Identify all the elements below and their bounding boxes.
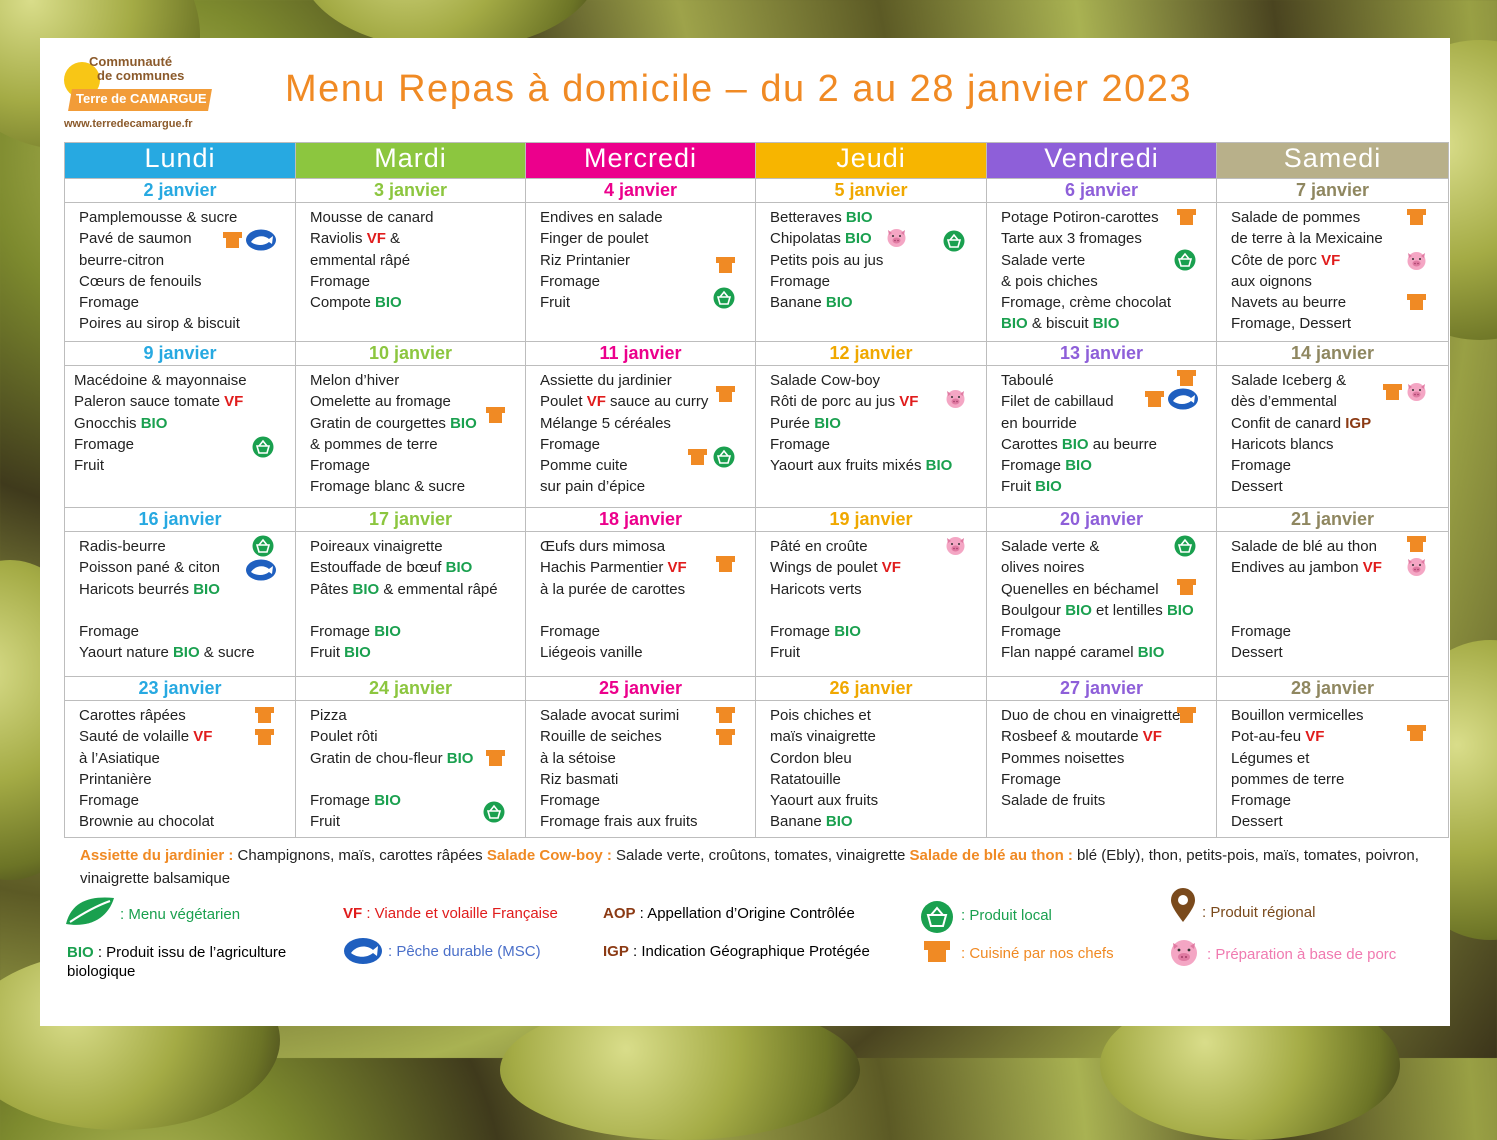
chef-icon <box>485 406 506 424</box>
logo-line-3: Terre de CAMARGUE <box>76 91 207 106</box>
menu-item: Fromage blanc & sucre <box>310 478 466 496</box>
menu-item: Carottes BIO au beurre <box>1001 435 1157 453</box>
menu-item: Haricots verts <box>770 580 862 598</box>
menu-item: Finger de poulet <box>540 230 649 248</box>
menu-item: Fruit <box>770 644 800 662</box>
menu-item <box>1231 600 1442 621</box>
menu-sheet <box>40 38 1450 1026</box>
chef-icon <box>1406 724 1427 742</box>
menu-item: Navets au beurre <box>1231 294 1347 312</box>
menu-item: Yaourt aux fruits mixés BIO <box>770 457 953 475</box>
menu-item: Rôti de porc au jus VF <box>770 393 919 411</box>
menu-item: Fruit <box>310 813 340 831</box>
day-header-jeudi: Jeudi <box>756 143 987 179</box>
menu-item: Pomme cuite <box>540 457 628 475</box>
menu-item: Fromage BIO <box>1001 457 1092 475</box>
menu-item: Pommes noisettes <box>1001 749 1125 767</box>
menu-item: Riz Printanier <box>540 251 631 269</box>
menu-item: Salade de pommes <box>1231 209 1361 226</box>
menu-item: Poulet VF sauce au curry <box>540 393 709 411</box>
legend-porc: : Préparation à base de porc <box>1207 946 1397 963</box>
menu-item: Flan nappé caramel BIO <box>1001 644 1165 662</box>
menu-item: Dessert <box>1231 813 1283 831</box>
note-text: Champignons, maïs, carottes râpées <box>233 847 487 864</box>
menu-item: Fromage BIO <box>310 623 401 641</box>
menu-item: Fromage, crème chocolat <box>1001 294 1172 312</box>
date-label: 18 janvier <box>526 508 756 532</box>
day-header-mercredi: Mercredi <box>526 143 756 179</box>
date-label: 25 janvier <box>526 677 756 701</box>
date-label: 13 janvier <box>987 342 1217 366</box>
menu-cell <box>756 203 986 341</box>
menu-cell <box>526 701 755 837</box>
menu-cell <box>65 203 295 341</box>
menu-item: pommes de terre <box>1231 770 1345 788</box>
menu-item <box>770 600 980 621</box>
menu-cell <box>1217 532 1448 676</box>
menu-item: Salade Iceberg & <box>1231 372 1347 389</box>
day-header-samedi: Samedi <box>1217 143 1449 179</box>
chef-icon <box>715 706 736 724</box>
menu-cell <box>65 701 295 837</box>
menu-item: Gratin de chou-fleur BIO <box>310 749 474 767</box>
pig-icon <box>1168 937 1200 967</box>
menu-item: & pois chiches <box>1001 272 1098 290</box>
menu-item: Bouillon vermicelles <box>1231 707 1364 724</box>
menu-item: Dessert <box>1231 644 1283 662</box>
menu-item: Fromage <box>79 792 140 810</box>
note-text: Salade verte, croûtons, tomates, vinaigrette <box>611 847 910 864</box>
menu-table <box>64 142 1449 838</box>
menu-item: Assiette du jardinier <box>540 372 672 389</box>
menu-item: Sauté de volaille VF <box>79 728 213 746</box>
menu-item: Gratin de courgettes BIO <box>310 414 477 432</box>
basket-icon <box>483 801 505 823</box>
date-label: 21 janvier <box>1217 508 1449 532</box>
website-link[interactable]: www.terredecamargue.fr <box>64 118 193 130</box>
menu-item: Fruit <box>540 294 570 312</box>
menu-item: Yaourt nature BIO & sucre <box>79 644 255 662</box>
menu-item: Fromage <box>310 457 371 475</box>
date-label: 3 janvier <box>296 179 526 203</box>
menu-item: Endives au jambon VF <box>1231 559 1382 577</box>
note-label: Salade Cow-boy : <box>486 847 612 864</box>
menu-item: Salade verte & <box>1001 538 1100 555</box>
menu-item: Fromage <box>79 294 140 312</box>
menu-cell <box>296 366 525 507</box>
menu-item: Fromage <box>79 623 140 641</box>
chef-icon <box>254 728 275 746</box>
menu-cell <box>756 532 986 676</box>
menu-item: Omelette au fromage <box>310 393 451 411</box>
menu-item: Duo de chou en vinaigrette <box>1001 707 1181 724</box>
date-label: 23 janvier <box>65 677 296 701</box>
date-label: 27 janvier <box>987 677 1217 701</box>
menu-item: Fruit BIO <box>310 644 371 662</box>
basket-icon <box>1174 249 1196 271</box>
menu-item: Macédoine & mayonnaise <box>74 372 247 389</box>
menu-item: Liégeois vanille <box>540 644 643 662</box>
chef-icon <box>1176 706 1197 724</box>
legend-chef: : Cuisiné par nos chefs <box>961 945 1114 962</box>
menu-cell <box>526 203 755 341</box>
menu-item: Fromage <box>540 792 601 810</box>
menu-item: emmental râpé <box>310 251 411 269</box>
menu-item: BIO & biscuit BIO <box>1001 315 1120 333</box>
menu-item: aux oignons <box>1231 272 1312 290</box>
legend-igp: IGP : Indication Géographique Protégée <box>603 943 870 960</box>
menu-item: Wings de poulet VF <box>770 559 901 577</box>
menu-item: de terre à la Mexicaine <box>1231 230 1383 248</box>
menu-item: Cordon bleu <box>770 749 852 767</box>
menu-item: Printanière <box>79 770 152 788</box>
note-label: Salade de blé au thon : <box>909 847 1073 864</box>
menu-item: Fromage BIO <box>770 623 861 641</box>
menu-item: Fromage BIO <box>310 792 401 810</box>
day-header-mardi: Mardi <box>296 143 526 179</box>
menu-cell <box>987 203 1216 341</box>
menu-item: Salade Cow-boy <box>770 372 881 389</box>
menu-item: Côte de porc VF <box>1231 251 1341 269</box>
chef-icon <box>715 256 736 274</box>
menu-cell <box>526 532 755 676</box>
chef-icon <box>1176 208 1197 226</box>
menu-cell <box>987 532 1216 676</box>
menu-item: Fromage <box>1231 623 1292 641</box>
menu-item: Estouffade de bœuf BIO <box>310 559 473 577</box>
pig-icon <box>945 388 966 409</box>
menu-item: Poires au sirop & biscuit <box>79 315 240 333</box>
menu-item <box>1231 579 1442 600</box>
menu-item: Salade avocat surimi <box>540 707 680 724</box>
menu-item <box>310 769 519 790</box>
menu-item: Rosbeef & moutarde VF <box>1001 728 1162 746</box>
menu-item: Mélange 5 céréales <box>540 414 671 432</box>
date-label: 26 janvier <box>756 677 987 701</box>
menu-cell <box>1217 366 1448 507</box>
date-label: 24 janvier <box>296 677 526 701</box>
basket-icon <box>252 436 274 458</box>
menu-item: Fromage <box>540 435 601 453</box>
pig-icon <box>1406 381 1427 402</box>
menu-cell <box>296 701 525 837</box>
menu-item: Poulet rôti <box>310 728 378 746</box>
menu-item: Compote BIO <box>310 294 402 312</box>
menu-item: Potage Potiron-carottes <box>1001 209 1159 226</box>
menu-cell <box>1217 203 1448 341</box>
date-label: 20 janvier <box>987 508 1217 532</box>
chef-icon <box>222 231 243 249</box>
menu-item: Fromage <box>1001 770 1062 788</box>
date-label: 4 janvier <box>526 179 756 203</box>
legend-regional: : Produit régional <box>1202 904 1316 921</box>
menu-item: Salade verte <box>1001 251 1086 269</box>
chef-icon <box>1382 383 1403 401</box>
chef-icon <box>687 448 708 466</box>
date-label: 17 janvier <box>296 508 526 532</box>
menu-item: à l’Asiatique <box>79 749 160 767</box>
location-pin-icon <box>1168 888 1198 924</box>
legend-vegetarian: : Menu végétarien <box>120 906 241 923</box>
legend-aop: AOP : Appellation d’Origine Contrôlée <box>603 905 855 922</box>
menu-item: Haricots blancs <box>1231 435 1334 453</box>
menu-item: Fromage <box>1231 457 1292 475</box>
day-header-vendredi: Vendredi <box>987 143 1217 179</box>
msc-fish-icon <box>245 559 277 581</box>
menu-item: Quenelles en béchamel <box>1001 580 1159 598</box>
menu-item: à la purée de carottes <box>540 580 686 598</box>
menu-item: Raviolis VF & <box>310 230 401 248</box>
menu-cell <box>756 366 986 507</box>
logo-line-1: Communauté <box>89 54 173 69</box>
basket-icon <box>713 446 735 468</box>
menu-item: Pamplemousse & sucre <box>79 209 238 226</box>
basket-icon <box>1174 535 1196 557</box>
legend-bio: BIO : Produit issu de l’agriculture biologique <box>67 944 287 980</box>
note-text: blé (Ebly), thon, petits-pois, maïs, tomates, poivron, vinaigrette balsamique <box>80 847 1419 887</box>
chef-icon <box>1144 390 1165 408</box>
menu-item <box>79 600 289 621</box>
chef-icon <box>254 706 275 724</box>
menu-item: maïs vinaigrette <box>770 728 876 746</box>
menu-item: Riz basmati <box>540 770 619 788</box>
menu-cell <box>526 366 755 507</box>
menu-item: Salade de fruits <box>1001 792 1106 810</box>
menu-item: Carottes râpées <box>79 707 186 724</box>
menu-item: Gnocchis BIO <box>74 414 168 432</box>
chef-icon <box>715 555 736 573</box>
msc-fish-icon <box>245 229 277 251</box>
menu-item: Fromage, Dessert <box>1231 315 1352 333</box>
date-label: 10 janvier <box>296 342 526 366</box>
menu-cell <box>1217 701 1448 837</box>
date-label: 19 janvier <box>756 508 987 532</box>
menu-item: Légumes et <box>1231 749 1310 767</box>
chef-icon <box>921 938 953 964</box>
basket-icon <box>943 230 965 252</box>
basket-icon <box>252 535 274 557</box>
menu-item: Cœurs de fenouils <box>79 272 202 290</box>
basket-icon <box>920 900 954 934</box>
menu-item: Brownie au chocolat <box>79 813 215 831</box>
date-label: 14 janvier <box>1217 342 1449 366</box>
pig-icon <box>1406 250 1427 271</box>
pig-icon <box>945 535 966 556</box>
menu-item: Ratatouille <box>770 770 841 788</box>
menu-item: Betteraves BIO <box>770 209 873 226</box>
menu-item: Poireaux vinaigrette <box>310 538 443 555</box>
menu-item: sur pain d’épice <box>540 478 646 496</box>
recipe-notes <box>80 844 1430 890</box>
menu-item: Poisson pané & citon <box>79 559 220 577</box>
basket-icon <box>713 287 735 309</box>
menu-item: Fromage <box>1231 792 1292 810</box>
menu-item: Mousse de canard <box>310 209 434 226</box>
date-label: 5 janvier <box>756 179 987 203</box>
date-label: 12 janvier <box>756 342 987 366</box>
menu-item: Boulgour BIO et lentilles BIO <box>1001 601 1194 619</box>
leaf-icon <box>62 894 118 928</box>
chef-icon <box>1176 578 1197 596</box>
chef-icon <box>1406 208 1427 226</box>
chef-icon <box>715 385 736 403</box>
menu-item: Fromage frais aux fruits <box>540 813 698 831</box>
menu-item: Chipolatas BIO <box>770 230 872 248</box>
menu-item: Haricots beurrés BIO <box>79 580 220 598</box>
menu-item: Pois chiches et <box>770 707 871 724</box>
menu-item: Pavé de saumon <box>79 230 192 248</box>
menu-cell <box>65 532 295 676</box>
menu-item: Pot-au-feu VF <box>1231 728 1325 746</box>
menu-item: Paleron sauce tomate VF <box>74 393 244 411</box>
menu-item: Salade de blé au thon <box>1231 538 1377 555</box>
pig-icon <box>886 227 907 248</box>
menu-item: Fromage <box>310 272 371 290</box>
menu-item: Fruit BIO <box>1001 478 1062 496</box>
page-title: Menu Repas à domicile – du 2 au 28 janvier 2023 <box>285 68 1193 110</box>
menu-item: dès d’emmental <box>1231 393 1337 411</box>
chef-icon <box>1406 293 1427 311</box>
day-header-lundi: Lundi <box>65 143 296 179</box>
menu-item: Fromage <box>770 435 831 453</box>
menu-item: en bourride <box>1001 414 1077 432</box>
legend-local: : Produit local <box>961 907 1052 924</box>
menu-item: Petits pois au jus <box>770 251 884 269</box>
menu-cell <box>296 203 525 341</box>
menu-cell <box>65 366 295 507</box>
menu-item: Pâtes BIO & emmental râpé <box>310 580 498 598</box>
chef-icon <box>1406 535 1427 553</box>
menu-item: Dessert <box>1231 478 1283 496</box>
date-label: 16 janvier <box>65 508 296 532</box>
chef-icon <box>1176 369 1197 387</box>
menu-item: Fromage <box>540 623 601 641</box>
menu-cell <box>756 701 986 837</box>
menu-item: Fruit <box>74 457 104 475</box>
menu-item: olives noires <box>1001 559 1085 577</box>
menu-item: beurre-citron <box>79 251 165 269</box>
menu-item <box>310 600 519 621</box>
menu-item: Fromage <box>74 435 135 453</box>
logo-line-2: de communes <box>97 68 185 83</box>
date-label: 28 janvier <box>1217 677 1449 701</box>
menu-item: Filet de cabillaud <box>1001 393 1114 411</box>
pig-icon <box>1406 556 1427 577</box>
chef-icon <box>715 728 736 746</box>
legend-msc: : Pêche durable (MSC) <box>388 943 541 960</box>
menu-item: Tarte aux 3 fromages <box>1001 230 1142 248</box>
menu-cell <box>987 366 1216 507</box>
menu-item: Fromage <box>540 272 601 290</box>
menu-item: Taboulé <box>1001 372 1054 389</box>
menu-item: Confit de canard IGP <box>1231 414 1372 432</box>
menu-item: Purée BIO <box>770 414 841 432</box>
chef-icon <box>485 749 506 767</box>
menu-item: Radis-beurre <box>79 538 166 555</box>
menu-item: Rouille de seiches <box>540 728 662 746</box>
date-label: 2 janvier <box>65 179 296 203</box>
note-label: Assiette du jardinier : <box>80 847 234 864</box>
menu-item: Pizza <box>310 707 347 724</box>
menu-item: Banane BIO <box>770 813 853 831</box>
msc-fish-icon <box>342 936 384 966</box>
menu-item: Pâté en croûte <box>770 538 868 555</box>
menu-item: Yaourt aux fruits <box>770 792 879 810</box>
menu-item <box>540 600 749 621</box>
menu-cell <box>987 701 1216 837</box>
menu-item: & pommes de terre <box>310 435 438 453</box>
date-label: 6 janvier <box>987 179 1217 203</box>
logo <box>62 52 237 138</box>
legend-vf: VF : Viande et volaille Française <box>343 905 558 922</box>
menu-item: Endives en salade <box>540 209 663 226</box>
menu-item: Fromage <box>770 272 831 290</box>
menu-item: à la sétoise <box>540 749 616 767</box>
menu-item: Œufs durs mimosa <box>540 538 666 555</box>
date-label: 7 janvier <box>1217 179 1449 203</box>
msc-fish-icon <box>1167 388 1199 410</box>
menu-item: Melon d’hiver <box>310 372 400 389</box>
menu-item: Fromage <box>1001 623 1062 641</box>
menu-item: Banane BIO <box>770 294 853 312</box>
menu-item: Hachis Parmentier VF <box>540 559 687 577</box>
menu-cell <box>296 532 525 676</box>
date-label: 11 janvier <box>526 342 756 366</box>
date-label: 9 janvier <box>65 342 296 366</box>
